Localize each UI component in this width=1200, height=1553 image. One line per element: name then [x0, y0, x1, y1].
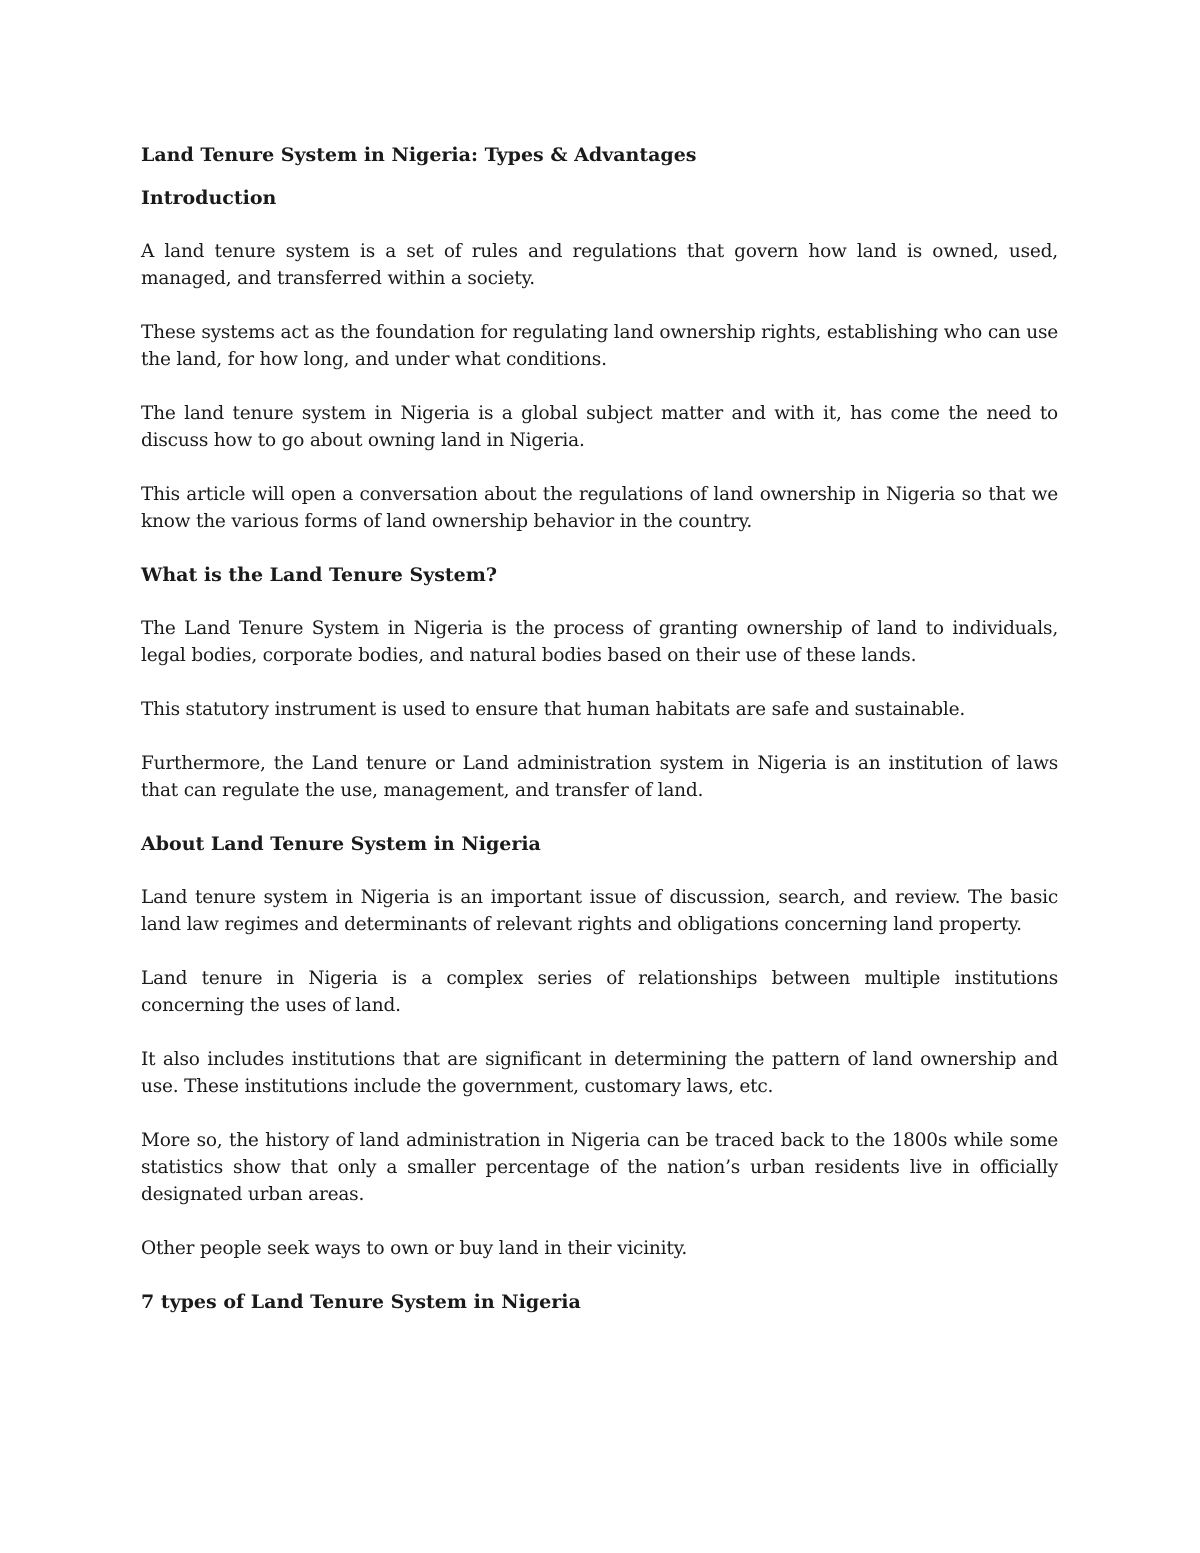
paragraph: It also includes institutions that are significant in determining the pattern of land ownership and use. These institutions include the government, customary laws, etc. — [141, 1049, 1058, 1097]
document-body — [141, 142, 1058, 1342]
paragraph: These systems act as the foundation for regulating land ownership rights, establishing who can use the land, for how long, and under what conditions. — [141, 322, 1058, 370]
section-heading-types: 7 types of Land Tenure System in Nigeria — [141, 1291, 581, 1313]
paragraph: This article will open a conversation about the regulations of land ownership in Nigeria so that we know the various forms of land ownership behavior in the country. — [141, 484, 1058, 532]
paragraph: A land tenure system is a set of rules and regulations that govern how land is owned, used, managed, and transferred within a society. — [141, 241, 1058, 289]
paragraph: Furthermore, the Land tenure or Land administration system in Nigeria is an institution of laws that can regulate the use, management, and transfer of land. — [141, 753, 1058, 801]
paragraph: Other people seek ways to own or buy land in their vicinity. — [141, 1238, 688, 1259]
paragraph: This statutory instrument is used to ensure that human habitats are safe and sustainable. — [141, 699, 966, 720]
paragraph: Land tenure system in Nigeria is an important issue of discussion, search, and review. The basic land law regimes and determinants of relevant rights and obligations concerning land property. — [141, 887, 1058, 935]
paragraph: More so, the history of land administration in Nigeria can be traced back to the 1800s while some statistics show that only a smaller percentage of the nation’s urban residents live in officially designated urban areas. — [141, 1130, 1058, 1205]
section-heading-what-is: What is the Land Tenure System? — [141, 564, 498, 586]
paragraph: The Land Tenure System in Nigeria is the process of granting ownership of land to individuals, legal bodies, corporate bodies, and natural bodies based on their use of these lands. — [141, 618, 1058, 666]
section-heading-about: About Land Tenure System in Nigeria — [141, 833, 541, 855]
document-title: Land Tenure System in Nigeria: Types & Advantages — [141, 144, 697, 166]
paragraph: The land tenure system in Nigeria is a global subject matter and with it, has come the need to discuss how to go about owning land in Nigeria. — [141, 403, 1058, 451]
section-heading-introduction: Introduction — [141, 187, 277, 209]
paragraph: Land tenure in Nigeria is a complex series of relationships between multiple institutions concerning the uses of land. — [141, 968, 1058, 1016]
